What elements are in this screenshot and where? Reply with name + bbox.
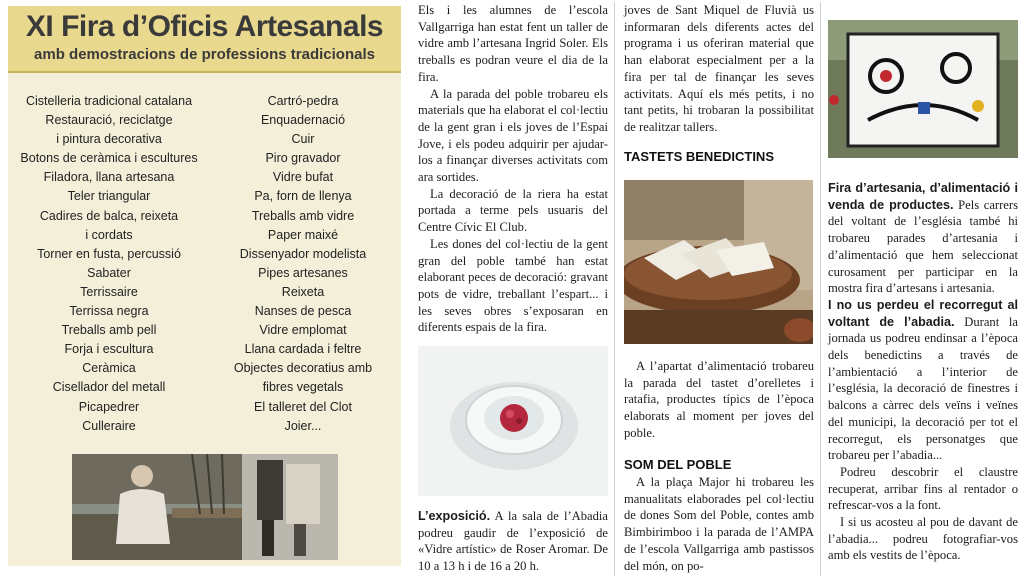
craft-item: Cuir — [291, 132, 315, 147]
som-del-poble-paragraph — [624, 474, 814, 574]
crafts-list-left — [14, 92, 204, 436]
craft-item: i cordats — [85, 227, 133, 242]
craft-item: Ceràmica — [82, 361, 136, 376]
paragraph: A la parada del poble trobareu els materials que ha elaborat el col·lectiu de la gent gran i els joves de l’Espai Jove, i els podeu adquirir per ajudar-los a finançar diverses activitats com ara sortides. — [418, 86, 608, 185]
craft-item: El talleret del Clot — [254, 399, 352, 414]
som-del-poble-heading: SOM DEL POBLE — [624, 457, 732, 472]
craft-item: Pa, forn de llenya — [254, 189, 352, 204]
craft-item: Reixeta — [281, 284, 325, 299]
craft-item: Llana cardada i feltre — [244, 342, 362, 357]
craft-item: Forja i escultura — [64, 342, 154, 357]
artisan-photo — [72, 454, 338, 560]
craft-item: Sabater — [87, 265, 131, 280]
craft-item: Joier... — [284, 418, 322, 433]
paragraph: I si us acosteu al pou de davant de l’abadia... podreu fotografiar-vos amb els vestits de l’època. — [828, 515, 1018, 563]
recorregut-text: Durant la jornada us podreu endinsar a l’època dels benedictins a través de l’ambientació a l’interior de l’església, la decoració de finestres i balcons a càrrec dels veïns i veïnes del municipi, la decoració per tot el recorregut, els personatges que trobareu per l’abadia... — [828, 314, 1019, 463]
craft-item: Enquadernació — [260, 113, 346, 128]
tastets-heading: TASTETS BENEDICTINS — [624, 149, 774, 164]
craft-item: Pipes artesanes — [258, 265, 348, 280]
craft-item: Terrissaire — [80, 284, 138, 299]
craft-item: Paper maixé — [267, 227, 339, 242]
craft-item: Cadires de balca, reixeta — [39, 208, 179, 223]
paragraph: La decoració de la riera ha estat portada a terme pels usuaris del Centre Cívic El Club. — [418, 186, 608, 235]
paragraph: Les dones del col·lectiu de la gent gran del poble també han estat elaborant peces de decoració: gravant pots de vidre, treballant l’espart... i les seves obres s’exposaran en diferents espais de la fira. — [418, 236, 608, 335]
craft-item: Terrissa negra — [69, 304, 149, 319]
exhibition-text: A la sala de l’Abadia podreu gaudir de l’exposició de «Vidre artístic» de Roser Aromar. De 10 a 13 h i de 16 a 20 h. — [418, 509, 608, 574]
craft-item: Cistelleria tradicional catalana — [25, 94, 193, 108]
craft-item: Nanses de pesca — [254, 304, 352, 319]
craft-item: Cisellador del metall — [52, 380, 166, 395]
fira-heading: Fira d’artesania, d’alimentació i venda de productes. — [828, 181, 1018, 212]
article-column-1 — [418, 2, 608, 336]
craft-item: Dissenyador modelista — [239, 246, 367, 261]
column-divider — [820, 2, 821, 576]
sidebar-header — [8, 6, 401, 73]
craft-item: Botons de ceràmica i escultures — [20, 151, 198, 166]
craft-item: Filadora, llana artesana — [43, 170, 175, 185]
sidebar-subtitle: amb demostracions de professions tradicionals — [34, 46, 375, 63]
craft-item: Cartró-pedra — [267, 94, 339, 108]
column-divider — [614, 2, 615, 576]
paragraph: A la plaça Major hi trobareu les manualitats elaborades pel col·lectiu de dones Som del Poble, contes amb Bimbirimboo i la parada de l’AMPA de l’escola Vallgarriga amb pastissos del món, on po- — [624, 475, 814, 573]
craft-item: Picapedrer — [78, 399, 140, 414]
craft-item: Teler triangular — [67, 189, 151, 204]
paragraph: Els i les alumnes de l’escola Vallgarriga han estat fent un taller de vidre amb l’artesana Ingrid Soler. Els treballs es podran veure el dia de la fira. — [418, 3, 608, 84]
craft-item: Vidre emplomat — [259, 323, 347, 338]
article-column-2 — [624, 2, 814, 136]
glass-bowl-photo — [418, 346, 608, 496]
stained-glass-photo — [828, 20, 1018, 158]
paragraph: joves de Sant Miquel de Fluvià us informaran dels diferents actes del programa i us oferiran material que han elaborat especialment per a la fira per tal de finançar les seves activitats. Aquí els més petits, i no tant petits, hi trobaran la possibilitat de realitzar tallers. — [624, 3, 814, 134]
recorregut-heading: I no us perdeu el recorregut al voltant de l’abadia. — [828, 297, 1018, 329]
crafts-list-right — [208, 92, 398, 436]
paragraph: A l’apartat d’alimentació trobareu la parada del tastet d’orelletes i ratafia, productes típics de l’època elaborats al moment per joves del poble. — [624, 359, 814, 440]
exhibition-heading: L’exposició. — [418, 509, 491, 523]
fira-text: Pels carrers del voltant de l’església també hi trobareu parades d’artesania i d’alimentació que hem seleccionat curosament per participar en la mostra fira d’artesans i artesania. — [828, 197, 1018, 296]
craft-item: Objectes decoratius amb — [233, 361, 373, 376]
craft-item: Treballs amb pell — [61, 323, 157, 338]
tastets-paragraph — [624, 358, 814, 442]
article-column-3 — [828, 180, 1018, 564]
craft-item: Restauració, reciclatge — [45, 113, 173, 128]
craft-item: Torner en fusta, percussió — [37, 246, 181, 261]
exhibition-paragraph — [418, 508, 608, 575]
sidebar-title: XI Fira d’Oficis Artesanals — [25, 10, 384, 43]
paragraph: Podreu descobrir el claustre recuperat, arribar fins al rentador o refrescar-vos a la font. — [828, 464, 1018, 513]
craft-item: fibres vegetals — [262, 380, 344, 395]
craft-item: Culleraire — [82, 418, 136, 433]
craft-item: Piro gravador — [265, 151, 341, 166]
craft-item: i pintura decorativa — [56, 132, 162, 147]
craft-item: Treballs amb vidre — [251, 208, 355, 223]
craft-item: Vidre bufat — [272, 170, 334, 185]
pastries-photo — [624, 180, 813, 344]
craft-list-box — [8, 6, 401, 566]
